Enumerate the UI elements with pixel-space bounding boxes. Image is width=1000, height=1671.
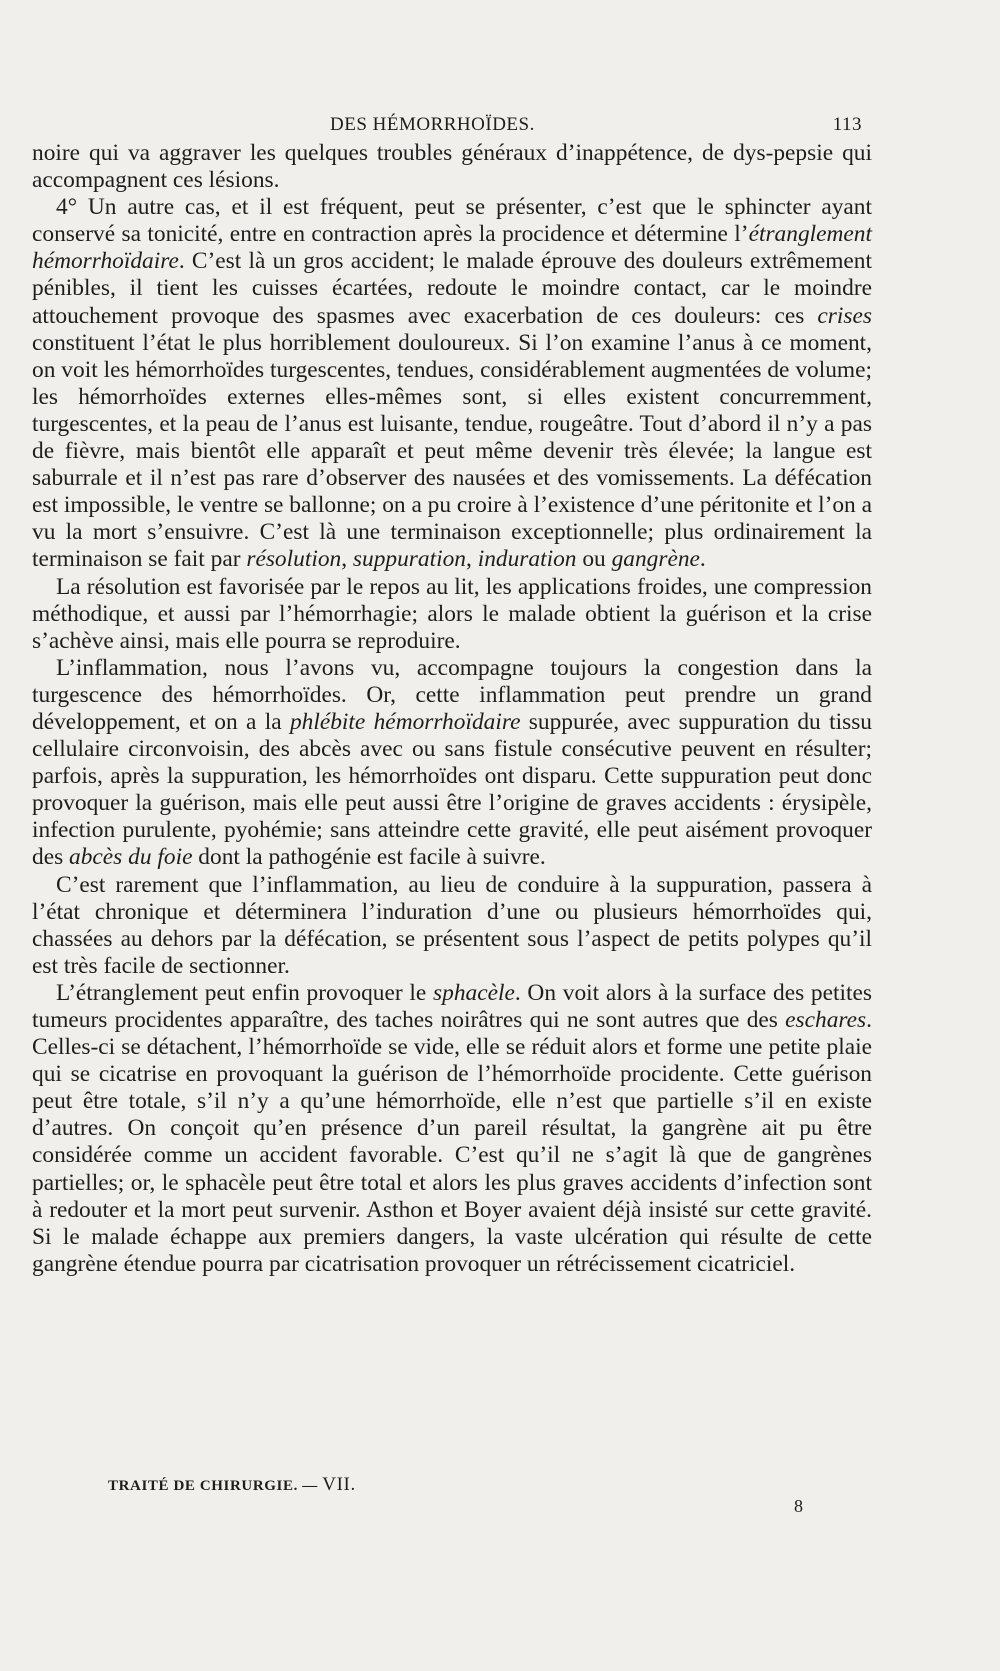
page-number: 113	[832, 114, 862, 135]
paragraph	[32, 655, 872, 872]
text-run: L’inflammation, nous l’avons vu, accompagne toujours la congestion dans la turgescence des hémorrhoïdes. Or, cette inflammation peut prendre un grand développement, et on a la	[32, 654, 872, 735]
italic-term: induration	[477, 546, 577, 573]
text-run: .	[699, 546, 706, 573]
text-run: . On voit alors à la surface des petites tumeurs procidentes apparaître, des taches noirâtres qui ne sont autres que des	[32, 979, 872, 1033]
italic-term: résolution	[246, 546, 342, 573]
italic-term: abcès du foie	[69, 844, 193, 871]
text-run: constituent l’état le plus horriblement douloureux. Si l’on examine l’anus à ce moment, on voit les hémorrhoïdes turgescentes, tendues, considérablement augmentées de volume; les hémorrhoïdes externes elles-mêmes sont, si elles existent concurremment, turgescentes, et la peau de l’anus est luisante, tendue, rougeâtre. Tout d’abord il n’y a pas de fièvre, mais bientôt elle apparaît et peut même devenir très élevée; la langue est saburrale et il n’est pas rare d’observer des nausées et des vomissements. La défécation est impossible, le ventre se ballonne; on a pu croire à l’existence d’une péritonite et l’on a vu la mort s’ensuivre. C’est là une terminaison exceptionnelle; plus ordinairement la terminaison se fait par	[32, 329, 872, 573]
text-run: . C’est là un gros accident; le malade éprouve des douleurs extrêmement pénibles, il tient les cuisses écartées, redoute le moindre contact, car le moindre attouchement provoque des spasmes avec exacerbation de ces douleurs: ces	[32, 248, 872, 329]
body-text	[32, 140, 872, 1278]
book-title: TRAITÉ DE CHIRURGIE. —	[108, 1478, 318, 1494]
paragraph	[32, 574, 872, 655]
italic-term: gangrène	[611, 546, 700, 573]
italic-term: eschares	[785, 1007, 867, 1033]
text-run: ,	[466, 546, 478, 573]
running-header	[32, 108, 862, 140]
text-run: ,	[341, 546, 353, 573]
italic-term: étranglement hémorrhoïdaire	[32, 221, 872, 275]
text-run: La résolution est favorisée par le repos au lit, les applications froides, une compression méthodique, et aussi par l’hémorrhagie; alors le malade obtient la guérison et la crise s’achève ainsi, mais elle pourra se reproduire.	[32, 573, 872, 654]
paragraph	[32, 980, 872, 1278]
text-run: dont la pathogénie est facile à suivre.	[192, 844, 546, 871]
text-run: suppurée, avec suppuration du tissu cellulaire circonvoisin, des abcès avec ou sans fistule consécutive peuvent en résulter; parfois, après la suppuration, les hémorrhoïdes ont disparu. Cette suppuration peut donc provoquer la guérison, mais elle peut aussi être l’origine de graves accidents : érysipèle, infection purulente, pyohémie; sans atteindre cette gravité, elle peut aisément provoquer des	[32, 708, 872, 871]
running-title: DES HÉMORRHOÏDES.	[330, 114, 535, 135]
text-run: noire qui va aggraver les quelques troubles généraux d’inappétence, de dys-pepsie qui accompagnent ces lésions.	[32, 140, 872, 194]
text-run: 4° Un autre cas, et il est fréquent, peut se présenter, c’est que le sphincter ayant conservé sa tonicité, entre en contraction après la procidence et détermine l’	[32, 194, 872, 248]
paragraph	[32, 872, 872, 980]
text-run: L’étranglement peut enfin provoquer le	[56, 979, 434, 1006]
paragraph	[32, 140, 872, 194]
text-run: C’est rarement que l’inflammation, au lieu de conduire à la suppuration, passera à l’état chronique et déterminera l’induration d’une ou plusieurs hémorrhoïdes qui, chassées au dehors par la défécation, se présentent sous l’aspect de petits polypes qu’il est très facile de sectionner.	[32, 871, 872, 979]
volume-number: VII.	[322, 1474, 356, 1495]
italic-term: phlébite hémorrhoïdaire	[289, 708, 521, 735]
italic-term: sphacèle	[433, 979, 515, 1006]
footer-signature	[108, 1474, 356, 1496]
italic-term: suppuration	[352, 546, 466, 573]
text-run: ou	[576, 546, 612, 573]
text-run: . Celles-ci se détachent, l’hémorrhoïde se vide, elle se réduit alors et forme une petite plaie qui se cicatrise en provoquant la guérison de l’hémorrhoïde procidente. Cette guérison peut être totale, s’il n’y a qu’une hémorrhoïde, elle n’est que partielle s’il en existe d’autres. On conçoit qu’en présence d’un pareil résultat, la gangrène ait pu être considérée comme un accident favorable. C’est qu’il ne s’agit là que de gangrènes partielles; or, le sphacèle peut être total et alors les plus graves accidents d’infection sont à redouter et la mort peut survenir. Asthon et Boyer avaient déjà insisté sur cette gravité. Si le malade échappe aux premiers dangers, la vaste ulcération qui résulte de cette gangrène étendue pourra par cicatrisation provoquer un rétrécissement cicatriciel.	[32, 1007, 872, 1277]
signature-mark: 8	[794, 1496, 803, 1516]
paragraph	[32, 194, 872, 573]
italic-term: crises	[817, 302, 872, 329]
